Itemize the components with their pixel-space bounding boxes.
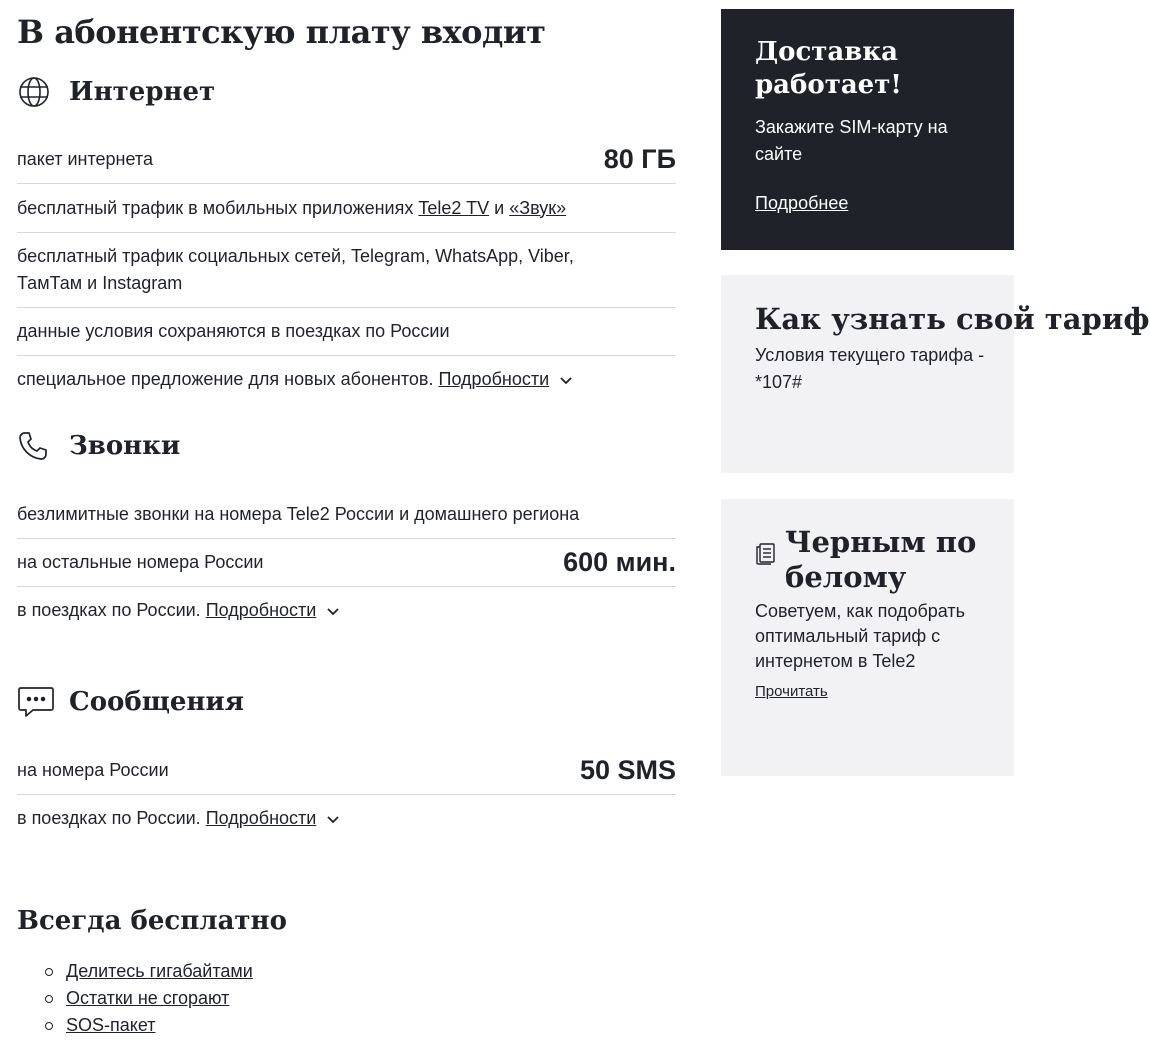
internet-apps-row	[17, 184, 676, 233]
calls-other-value: 600 мин.	[563, 547, 676, 577]
delivery-more-link[interactable]: Подробнее	[755, 193, 849, 213]
calls-travel-text: в поездках по России.	[17, 600, 201, 621]
internet-special-text: специальное предложение для новых абонентов.	[17, 369, 434, 390]
delivery-card	[721, 9, 1014, 250]
calls-travel-details-link[interactable]: Подробности	[205, 600, 317, 621]
calls-unlimited-row	[17, 491, 676, 539]
internet-package-row	[17, 136, 676, 184]
internet-package-label: пакет интернета	[17, 149, 153, 169]
messages-section-header	[17, 682, 244, 722]
internet-special-details-link[interactable]: Подробности	[438, 369, 550, 390]
internet-special-wrap	[17, 366, 573, 394]
calls-other-label: на остальные номера России	[17, 552, 264, 572]
messages-travel-row	[17, 795, 676, 843]
always-free-list	[45, 958, 253, 1039]
chevron-down-icon[interactable]	[326, 598, 340, 625]
messages-travel-details-link[interactable]: Подробности	[205, 808, 317, 829]
page-title: В абонентскую плату входит	[17, 13, 546, 51]
internet-section-header	[17, 72, 215, 112]
globe-icon	[17, 72, 57, 112]
internet-apps-and: и	[494, 197, 505, 218]
calls-title: Звонки	[69, 431, 181, 461]
internet-apps-text-wrap	[17, 195, 566, 222]
share-gigabytes-link[interactable]: Делитесь гигабайтами	[66, 961, 253, 981]
chat-icon	[17, 682, 57, 722]
internet-special-row	[17, 356, 676, 404]
calls-other-row	[17, 539, 676, 587]
messages-russia-value: 50 SMS	[579, 755, 676, 785]
chevron-down-icon[interactable]	[326, 806, 340, 833]
messages-title: Сообщения	[69, 687, 244, 717]
phone-icon	[17, 426, 57, 466]
article-card	[721, 499, 1014, 776]
tele2-tv-link[interactable]: Tele2 TV	[418, 197, 490, 218]
internet-russia-text: данные условия сохраняются в поездках по России	[17, 321, 450, 341]
list-item	[45, 1012, 253, 1039]
internet-russia-row	[17, 308, 676, 356]
article-card-title: Черным по белому	[785, 525, 977, 594]
delivery-card-title: Доставка работает!	[755, 37, 902, 100]
internet-social-row	[17, 233, 676, 308]
rollover-link[interactable]: Остатки не сгорают	[66, 988, 230, 1008]
calls-unlimited-text: безлимитные звонки на номера Tele2 России и домашнего региона	[17, 504, 580, 524]
messages-travel-text: в поездках по России.	[17, 808, 201, 829]
messages-russia-label: на номера России	[17, 760, 169, 780]
calls-section-header	[17, 426, 180, 466]
messages-travel-wrap	[17, 805, 340, 833]
zvuk-link[interactable]: «Звук»	[509, 197, 567, 218]
article-card-text: Советуем, как подобрать оптимальный тариф с интернетом в Tele2	[755, 601, 966, 671]
list-item	[45, 985, 253, 1012]
always-free-title: Всегда бесплатно	[17, 906, 287, 936]
tariff-card-text: Условия текущего тарифа - *107#	[755, 345, 985, 392]
sos-package-link[interactable]: SOS-пакет	[66, 1015, 156, 1035]
calls-travel-wrap	[17, 597, 340, 625]
article-read-link[interactable]: Прочитать	[755, 683, 828, 700]
chevron-down-icon[interactable]	[559, 367, 573, 394]
internet-title: Интернет	[69, 77, 216, 107]
internet-social-text: бесплатный трафик социальных сетей, Telegram, WhatsApp, Viber, ТамТам и Instagram	[17, 246, 574, 293]
list-item	[45, 958, 253, 985]
messages-russia-row	[17, 747, 676, 795]
internet-package-value: 80 ГБ	[603, 144, 676, 174]
tariff-card	[721, 275, 1150, 473]
document-icon	[755, 541, 785, 575]
tariff-card-title: Как узнать свой тариф	[755, 302, 1150, 336]
internet-apps-text: бесплатный трафик в мобильных приложениях	[17, 197, 414, 218]
calls-travel-row	[17, 587, 676, 635]
delivery-card-text: Закажите SIM-карту на сайте	[755, 117, 948, 164]
article-card-head	[755, 525, 990, 595]
